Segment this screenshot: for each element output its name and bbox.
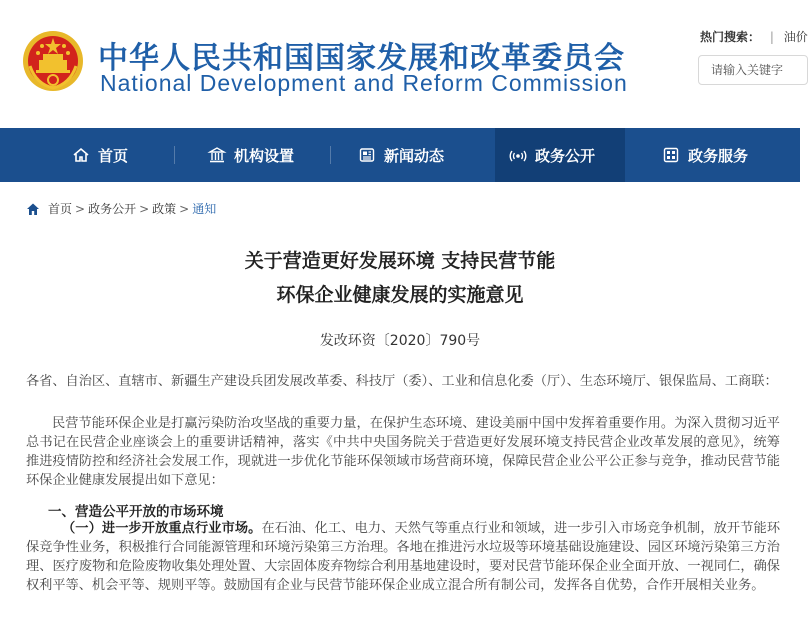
newspaper-icon	[358, 146, 376, 164]
main-nav	[0, 128, 800, 182]
nav-item-gov-service[interactable]	[662, 128, 748, 182]
intro-paragraph: 民营节能环保企业是打赢污染防治攻坚战的重要力量，在保护生态环境、建设美丽中国中发挥着重要作用。为深入贯彻习近平总书记在民营企业座谈会上的重要讲话精神，落实《中共中央国务院关于营造更好发展环境支持民营企业改革发展的意见》，统筹推进疫情防控和经济社会发展工作，现就进一步优化节能环保领域市场营商环境，保障民营企业公平公正参与竞争，推动民营节能环保企业健康发展提出如下意见：	[26, 416, 780, 488]
nav-divider	[330, 146, 331, 164]
breadcrumb-current[interactable]: 通知	[192, 202, 217, 216]
nav-label: 政务公开	[535, 146, 596, 165]
breadcrumb-link[interactable]: 政务公开	[88, 202, 137, 216]
hot-search-divider: |	[769, 30, 774, 44]
breadcrumb-separator: >	[75, 201, 86, 216]
nav-label: 新闻动态	[384, 146, 445, 165]
search-box[interactable]	[698, 55, 808, 85]
section-heading: 一、营造公平开放的市场环境	[48, 504, 224, 520]
recipients-paragraph: 各省、自治区、直辖市、新疆生产建设兵团发展改革委、科技厅（委）、工业和信息化委（厅）、生态环境厅、银保监局、工商联：	[26, 374, 778, 389]
breadcrumb-link[interactable]: 首页	[48, 202, 73, 216]
nav-item-news[interactable]	[358, 128, 444, 182]
site-title-en[interactable]: National Development and Reform Commission	[100, 70, 628, 96]
subsection-body: 在石油、化工、电力、天然气等重点行业和领域，进一步引入市场竞争机制，放开节能环保竞争性业务，积极推行合同能源管理和环境污染第三方治理。各地在推进污水垃圾等环境基础设施建设、园区环境污染第三方治理、医疗废物和危险废物收集处理处置、大宗固体废弃物综合利用基地建设时，要对民营节能环保企业全面开放、一视同仁，确保权利平等、机会平等、规则平等。鼓励国有企业与民营节能环保企业成立混合所有制公司，发挥各自优势，合作开展相关业务。	[26, 521, 781, 593]
article-title-line1: 关于营造更好发展环境 支持民营节能	[244, 250, 556, 272]
site-title-cn[interactable]: 中华人民共和国国家发展和改革委员会	[98, 41, 625, 76]
home-icon	[72, 146, 90, 164]
document-number: 发改环资〔2020〕790号	[319, 333, 481, 349]
hot-search	[700, 28, 808, 45]
search-input[interactable]	[699, 56, 807, 84]
subsection-paragraph	[26, 519, 780, 595]
subsection-heading: （一）进一步开放重点行业市场。	[62, 521, 262, 536]
article-title-line2: 环保企业健康发展的实施意见	[276, 284, 524, 306]
nav-label: 首页	[98, 146, 129, 165]
national-emblem-icon[interactable]	[22, 30, 84, 92]
hot-search-label: 热门搜索：	[700, 30, 761, 44]
breadcrumb-separator: >	[179, 201, 190, 216]
breadcrumb-link[interactable]: 政策	[152, 202, 177, 216]
nav-item-gov-affairs[interactable]	[495, 128, 625, 182]
breadcrumb-separator: >	[139, 201, 150, 216]
service-icon	[662, 146, 680, 164]
site-header	[0, 0, 808, 128]
nav-label: 政务服务	[688, 146, 749, 165]
building-icon	[208, 146, 226, 164]
hot-search-term[interactable]: 油价	[783, 30, 808, 44]
nav-item-organization[interactable]	[208, 128, 294, 182]
breadcrumb	[26, 200, 216, 217]
nav-item-home[interactable]	[72, 128, 128, 182]
nav-divider	[174, 146, 175, 164]
home-icon	[26, 202, 40, 216]
nav-label: 机构设置	[234, 146, 295, 165]
broadcast-icon	[509, 146, 527, 164]
